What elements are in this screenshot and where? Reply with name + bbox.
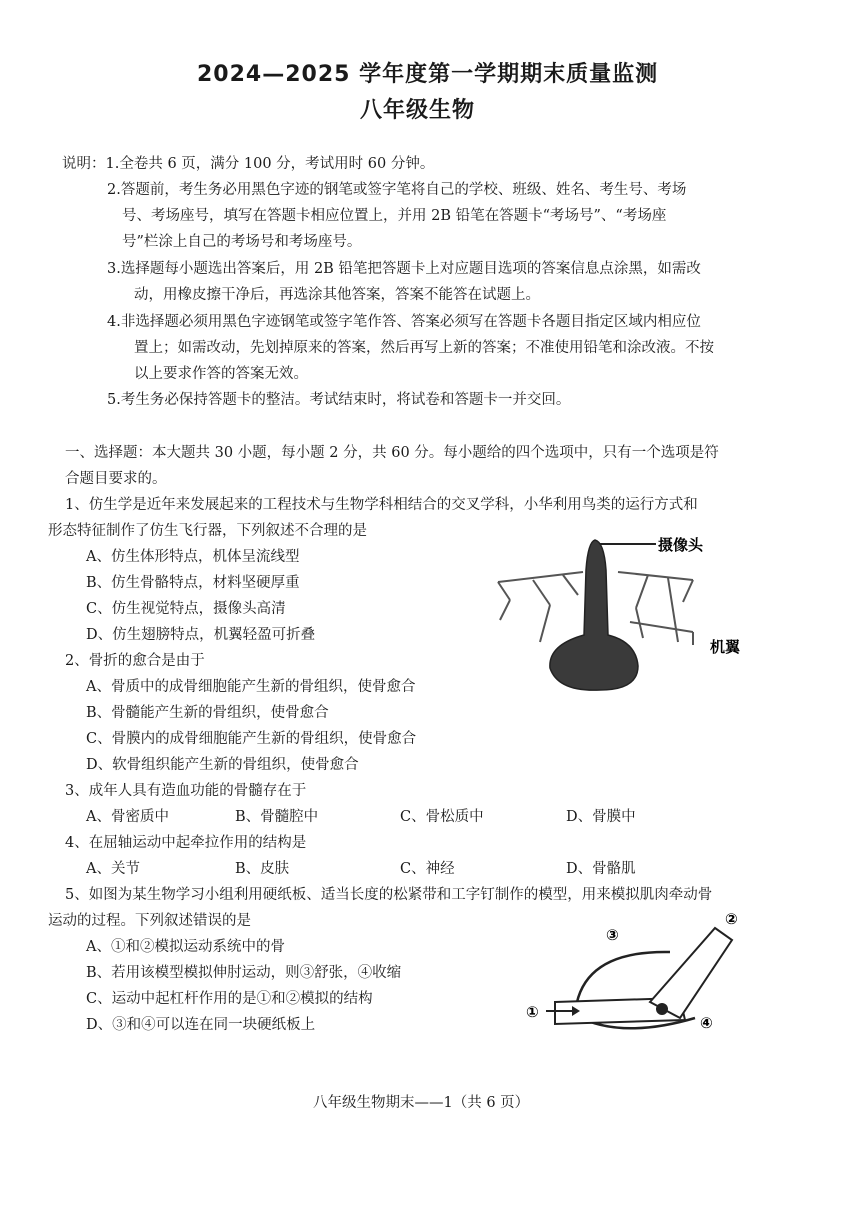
instruction-2-line-3: 号”栏涂上自己的考场号和考场座号。 xyxy=(122,234,362,250)
q1-stem-line-2: 形态特征制作了仿生飞行器，下列叙述不合理的是 xyxy=(48,523,367,539)
q3-stem: 3、成年人具有造血功能的骨髓存在于 xyxy=(65,783,307,799)
q2-option-c: C、骨膜内的成骨细胞能产生新的骨组织，使骨愈合 xyxy=(86,731,417,747)
wing-label: 机翼 xyxy=(710,638,741,656)
instruction-2-line-1: 2.答题前，考生务必用黑色字迹的钢笔或签字笔将自己的学校、班级、姓名、考生号、考场 xyxy=(107,182,687,198)
camera-label: 摄像头 xyxy=(658,536,704,554)
pin xyxy=(656,1003,668,1015)
q1-option-c: C、仿生视觉特点，摄像头高清 xyxy=(86,601,286,617)
instruction-3-line-2: 动，用橡皮擦干净后，再选涂其他答案，答案不能答在试题上。 xyxy=(134,287,540,303)
label-4 xyxy=(700,1014,713,1032)
q4-stem: 4、在屈轴运动中起牵拉作用的结构是 xyxy=(65,835,307,851)
instruction-2-line-2: 号、考场座号，填写在答题卡相应位置上，并用 2B 铅笔在答题卡“考场号”、“考场座 xyxy=(122,208,667,224)
q4-option-d: D、骨骼肌 xyxy=(566,861,636,877)
label-2 xyxy=(725,910,738,928)
q4-option-c: C、神经 xyxy=(400,861,455,877)
instruction-4-line-2: 置上；如需改动，先划掉原来的答案，然后再写上新的答案；不准使用铅笔和涂改液。不按 xyxy=(134,340,714,356)
q2-option-a: A、骨质中的成骨细胞能产生新的骨组织，使骨愈合 xyxy=(86,679,416,695)
section-heading-line-2: 合题目要求的。 xyxy=(65,471,167,487)
exam-subtitle: 八年级生物 xyxy=(360,98,476,123)
instruction-5: 5.考生务必保持答题卡的整洁。考试结束时，将试卷和答题卡一并交回。 xyxy=(107,392,571,408)
q5-option-d: D、③和④可以连在同一块硬纸板上 xyxy=(86,1017,316,1033)
q3-option-d: D、骨膜中 xyxy=(566,809,636,825)
svg-text:②: ② xyxy=(725,910,738,928)
q5-option-a: A、①和②模拟运动系统中的骨 xyxy=(86,939,285,955)
q2-stem: 2、骨折的愈合是由于 xyxy=(65,653,205,669)
instruction-4-line-1: 4.非选择题必须用黑色字迹钢笔或签字笔作答、答案必须写在答题卡各题目指定区域内相应位 xyxy=(107,314,701,330)
q1-option-b: B、仿生骨骼特点，材料坚硬厚重 xyxy=(86,575,300,591)
q2-option-d: D、软骨组织能产生新的骨组织，使骨愈合 xyxy=(86,757,359,773)
q5-option-c: C、运动中起杠杆作用的是①和②模拟的结构 xyxy=(86,991,373,1007)
q3-option-a: A、骨密质中 xyxy=(86,809,169,825)
exam-title: 2024—2025 学年度第一学期期末质量监测 xyxy=(197,62,659,87)
instruction-1: 说明：1.全卷共 6 页，满分 100 分，考试用时 60 分钟。 xyxy=(62,156,435,172)
q3-option-c: C、骨松质中 xyxy=(400,809,484,825)
instruction-4-line-3: 以上要求作答的答案无效。 xyxy=(134,366,308,382)
label-3 xyxy=(606,926,619,944)
svg-text:③: ③ xyxy=(606,926,619,944)
q1-option-a: A、仿生体形特点，机体呈流线型 xyxy=(86,549,300,565)
q5-stem-line-1: 5、如图为某生物学习小组利用硬纸板、适当长度的松紧带和工字钉制作的模型，用来模拟肌肉牵动骨 xyxy=(65,887,713,903)
svg-text:④: ④ xyxy=(700,1014,713,1032)
q3-option-b: B、骨髓腔中 xyxy=(235,809,319,825)
q4-option-a: A、关节 xyxy=(86,861,140,877)
q2-option-b: B、骨髓能产生新的骨组织，使骨愈合 xyxy=(86,705,329,721)
aircraft-body xyxy=(550,540,638,690)
bionic-aircraft-figure xyxy=(488,530,768,695)
instruction-3-line-1: 3.选择题每小题选出答案后，用 2B 铅笔把答题卡上对应题目选项的答案信息点涂黑，如需改 xyxy=(107,261,701,277)
page-footer: 八年级生物期末——1（共 6 页） xyxy=(313,1095,530,1111)
q1-option-d: D、仿生翅膀特点，机翼轻盈可折叠 xyxy=(86,627,316,643)
q1-stem-line-1: 1、仿生学是近年来发展起来的工程技术与生物学科相结合的交叉学科，小华利用鸟类的运行方式和 xyxy=(65,497,698,513)
q5-option-b: B、若用该模型模拟伸肘运动，则③舒张，④收缩 xyxy=(86,965,402,981)
muscle-bone-model-figure xyxy=(520,910,755,1040)
svg-text:①: ① xyxy=(526,1003,539,1021)
q4-option-b: B、皮肤 xyxy=(235,861,290,877)
q5-stem-line-2: 运动的过程。下列叙述错误的是 xyxy=(48,913,251,929)
section-heading-line-1: 一、选择题：本大题共 30 小题，每小题 2 分，共 60 分。每小题给的四个选项中，只有一个选项是符 xyxy=(65,445,719,461)
label-1 xyxy=(526,1003,539,1021)
